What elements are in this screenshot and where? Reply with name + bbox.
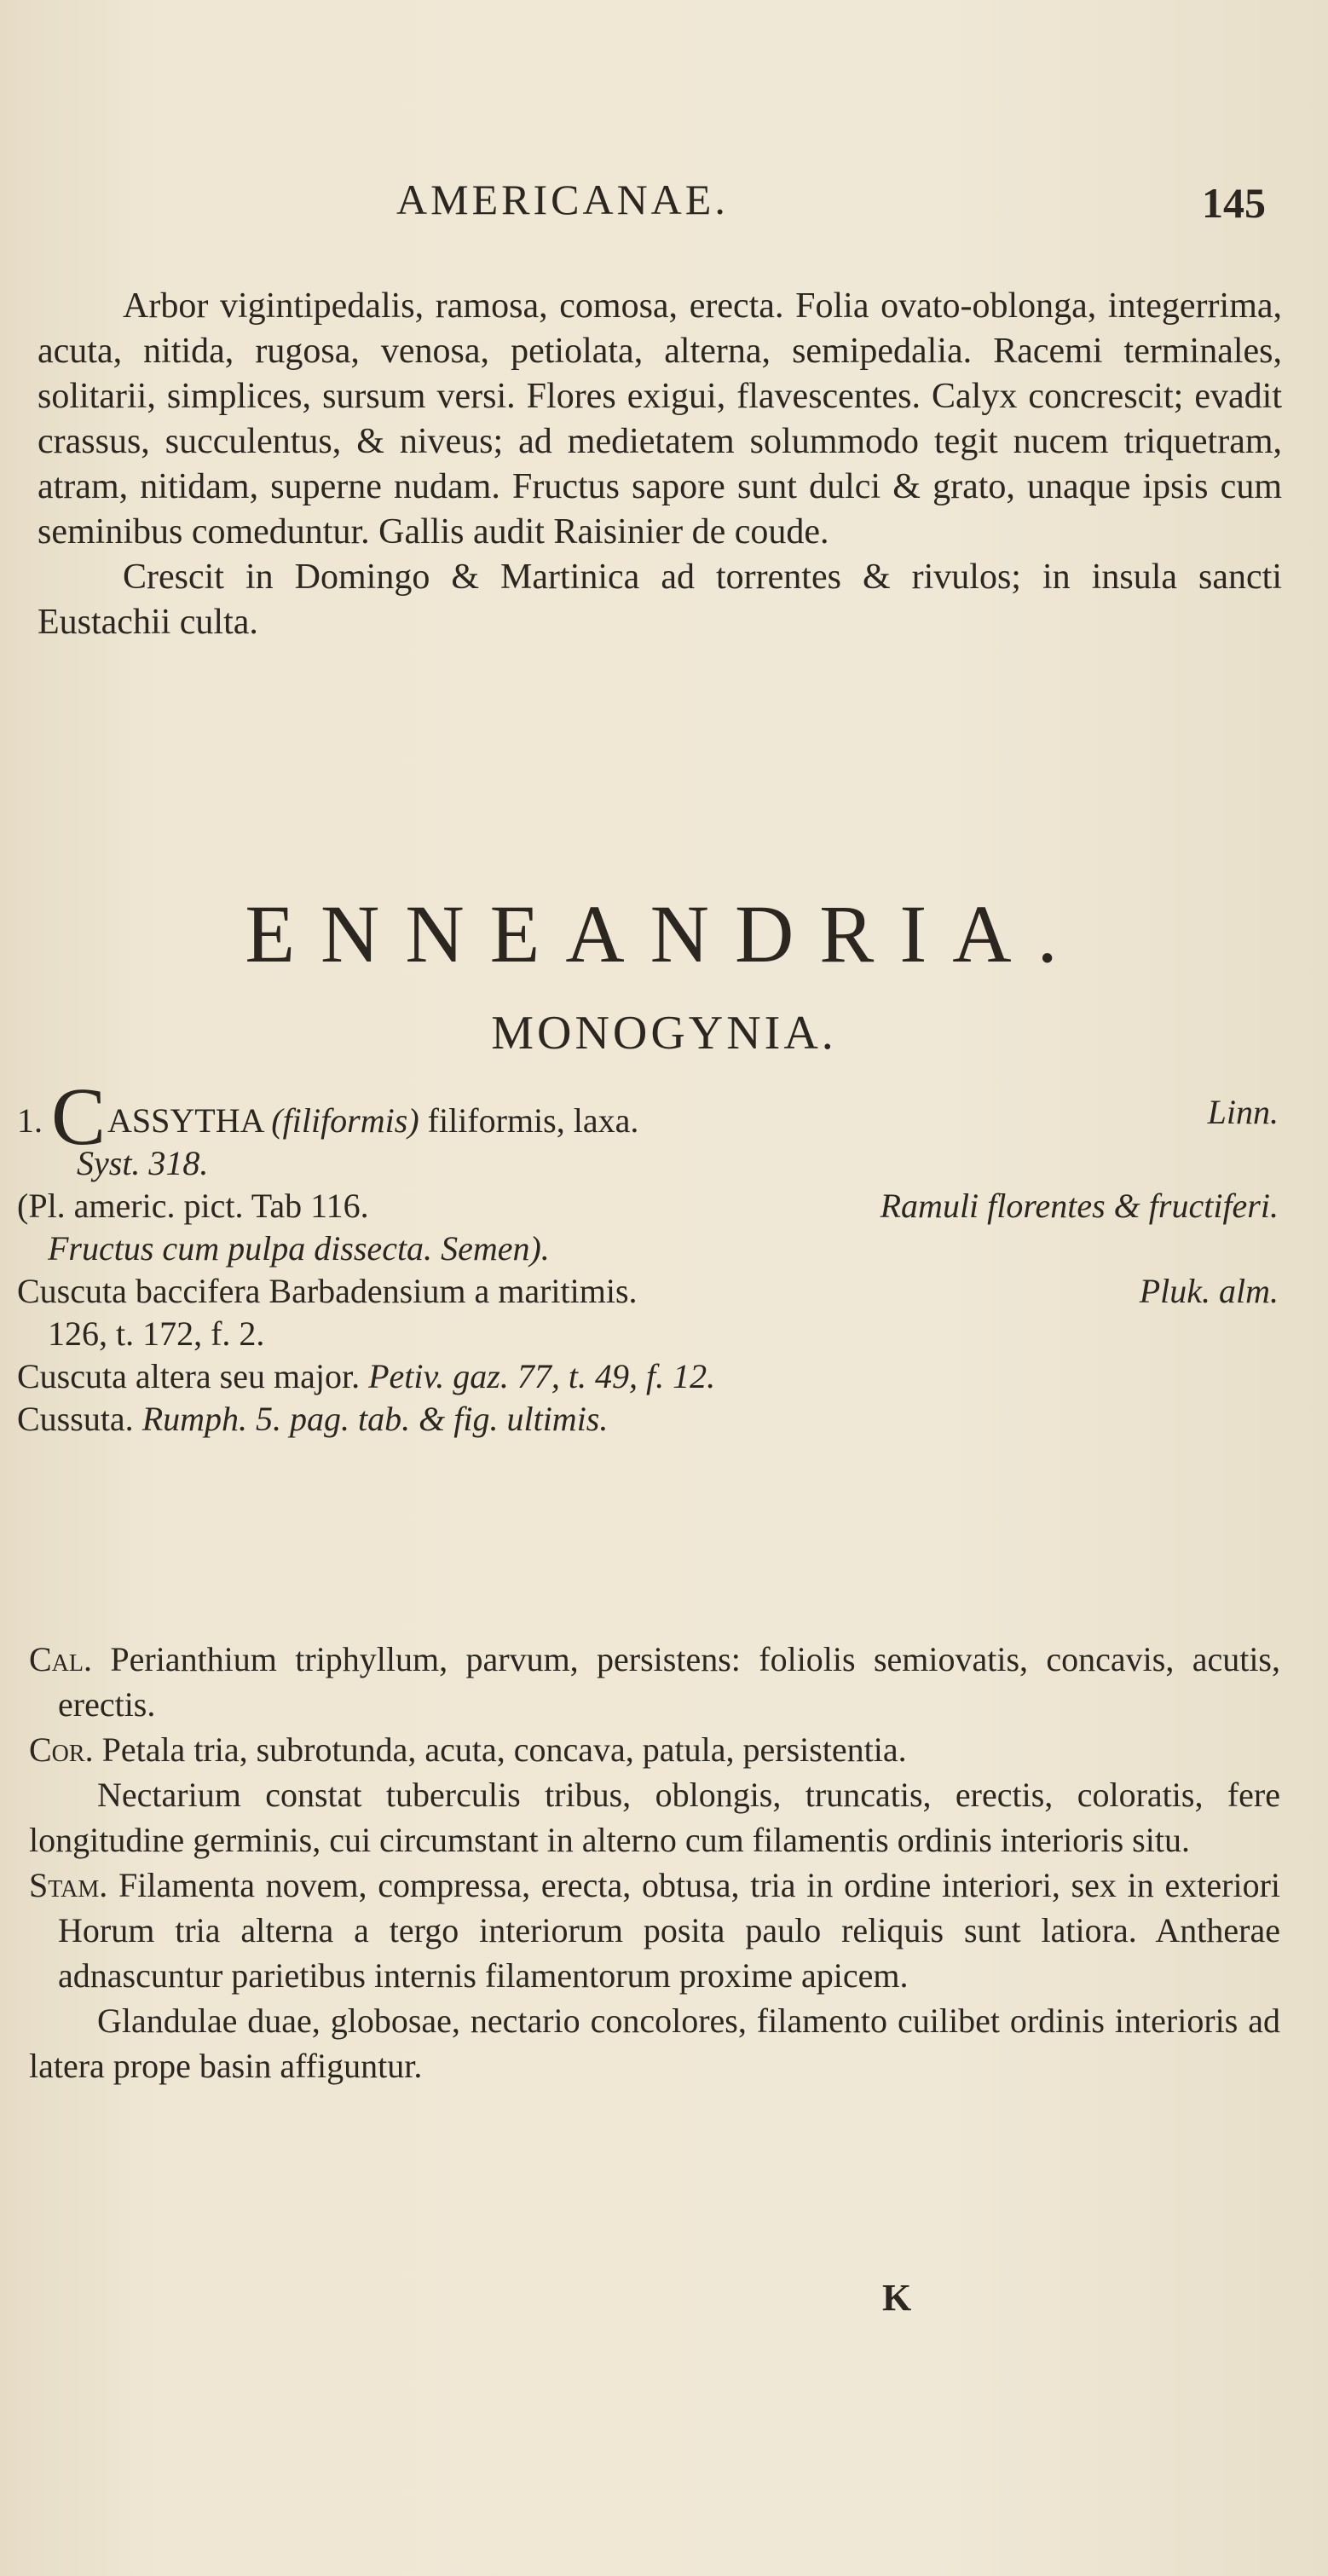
description-paragraph: Arbor vigintipedalis, ramosa, comosa, erecta. Folia ovato-oblonga, integerrima, acuta, nitida, rugosa, venosa, petiolata, alterna, semipedalia. Racemi terminales, solitarii, simplices, sursum versi. Flores exigui, flavescentes. Calyx concrescit; evadit crassus, succulentus, & niveus; ad medietatem solummodo tegit nucem triquetram, atram, nitidam, superne nudam. Fructus sapore sunt dulci & grato, unaque ipsis cum seminibus comeduntur. Gallis audit Raisinier de coude. xyxy=(38,286,1282,552)
synonym-line xyxy=(17,1270,1279,1313)
synonym-3-ref: Rumph. 5. pag. tab. & fig. ultimis. xyxy=(141,1400,609,1438)
plate-reference: (Pl. americ. pict. Tab 116. xyxy=(17,1187,369,1225)
entry-number: 1. xyxy=(17,1101,43,1140)
plate-reference-line xyxy=(17,1185,1279,1227)
gland-paragraph: Glandulae duae, globosae, nectario concolores, filamento cuilibet ordinis interioris ad latera prope basin affiguntur. xyxy=(29,2001,1280,2085)
plate-caption-fruit: Fructus cum pulpa dissecta. xyxy=(48,1229,433,1268)
corolla-label: Cor. xyxy=(29,1730,94,1769)
species-entry xyxy=(17,1071,1279,1441)
diagnosis: filiformis, laxa. xyxy=(427,1101,639,1140)
plate-caption-line xyxy=(17,1227,1279,1270)
characters-block xyxy=(29,1637,1280,2088)
calyx-label: Cal. xyxy=(29,1640,93,1678)
synonym-line xyxy=(17,1313,1279,1355)
synonym-1-ref-cont: 126, t. 172, f. 2. xyxy=(48,1314,265,1353)
calyx-paragraph xyxy=(29,1637,1280,1727)
synonym-line xyxy=(17,1398,1279,1441)
entry-title-line xyxy=(17,1071,1279,1162)
drop-cap: C xyxy=(51,1071,107,1162)
synonym-line xyxy=(17,1355,1279,1398)
stamen-text: Filamenta novem, compressa, erecta, obtusa, tria in ordine interiori, sex in exteriori Horum tria alterna a tergo interiorum posita paulo reliquis sunt latiora. Antherae adnascuntur parietibus internis filamentorum proxime apicem. xyxy=(58,1866,1281,1995)
synonym-2-ref: Petiv. gaz. 77, t. 49, f. 12. xyxy=(368,1357,716,1395)
corolla-text: Petala tria, subrotunda, acuta, concava, patula, persistentia. xyxy=(101,1730,907,1769)
synonym-1: Cuscuta baccifera Barbadensium a maritimis. xyxy=(17,1272,638,1310)
corolla-paragraph xyxy=(29,1727,1280,1772)
reference-author: Linn. xyxy=(1207,1093,1279,1131)
plate-caption-seed: Semen). xyxy=(441,1229,550,1268)
reference-system: Syst. 318. xyxy=(77,1144,209,1182)
synonym-3: Cussuta. xyxy=(17,1400,134,1438)
habitat-paragraph: Crescit in Domingo & Martinica ad torrentes & rivulos; in insula sancti Eustachii culta. xyxy=(38,557,1282,642)
signature-mark: K xyxy=(882,2277,912,2319)
plate-caption: Ramuli florentes & fructiferi. xyxy=(880,1187,1279,1225)
class-heading: ENNEANDRIA. xyxy=(245,888,1083,979)
nectarium-paragraph: Nectarium constat tuberculis tribus, oblongis, truncatis, erectis, coloratis, fere longitudine germinis, cui circumstant in alterno cum filamentis ordinis interioris situ. xyxy=(29,1776,1280,1859)
running-title: AMERICANAE. xyxy=(396,176,729,223)
stamen-paragraph xyxy=(29,1863,1280,1998)
description-block xyxy=(38,284,1282,645)
synonym-1-ref: Pluk. alm. xyxy=(1139,1272,1279,1310)
stamen-label: Stam. xyxy=(29,1866,108,1904)
reference-line xyxy=(17,1142,1279,1185)
page-number: 145 xyxy=(1202,179,1266,227)
order-heading: MONOGYNIA. xyxy=(491,1007,837,1060)
synonym-2: Cuscuta altera seu major. xyxy=(17,1357,361,1395)
species-name: (filiformis) xyxy=(271,1101,419,1140)
genus-name: ASSYTHA xyxy=(107,1101,263,1140)
running-head xyxy=(0,175,1328,243)
calyx-text: Perianthium triphyllum, parvum, persistens: foliolis semiovatis, concavis, acutis, erectis. xyxy=(58,1640,1280,1724)
